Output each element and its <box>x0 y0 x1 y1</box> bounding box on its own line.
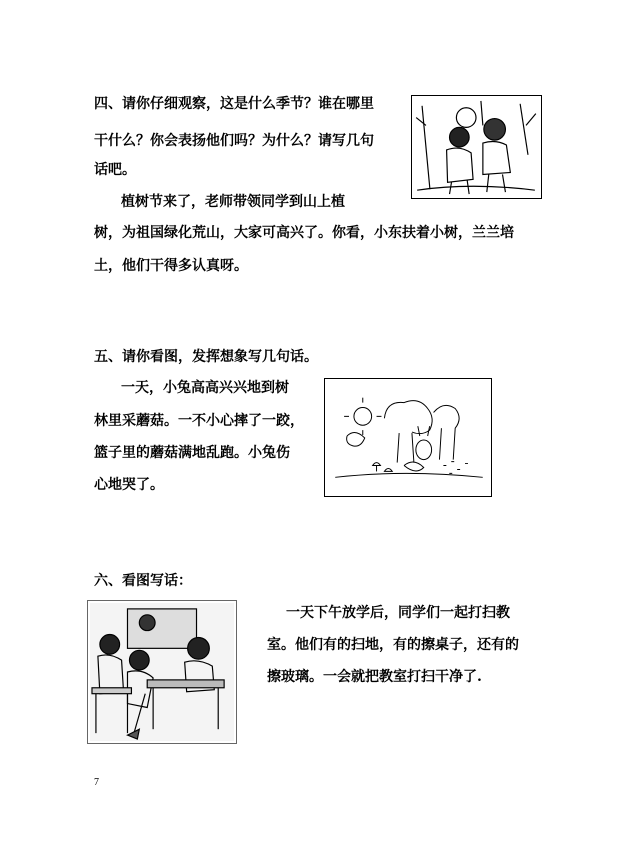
section6-answer-line-3: 擦玻璃。一会就把教室打扫干净了. <box>267 669 482 685</box>
section5-answer-line-4: 心地哭了。 <box>94 477 164 493</box>
section5-answer-line-2: 林里采蘑菇。一不小心摔了一跤， <box>94 413 304 429</box>
classroom-cleaning-illustration <box>87 600 237 744</box>
section4-answer-line-1: 植树节来了，老师带领同学到山上植 <box>121 194 345 210</box>
page-number: 7 <box>94 777 99 788</box>
section6-answer-line-2: 室。他们有的扫地，有的擦桌子，还有的 <box>267 637 519 653</box>
section4-question-line-1: 四、请你仔细观察，这是什么季节？谁在哪里 <box>94 96 374 112</box>
section4-question-line-3: 话吧。 <box>94 162 136 178</box>
section6-title: 六、看图写话： <box>94 573 192 589</box>
rabbit-mushroom-illustration <box>324 378 492 497</box>
section5-answer-line-1: 一天，小兔高高兴兴地到树 <box>121 380 289 396</box>
section4-answer-line-3: 土，他们干得多认真呀。 <box>94 258 248 274</box>
section4-question-line-2: 干什么？你会表扬他们吗？为什么？请写几句 <box>94 133 374 149</box>
section5-question: 五、请你看图，发挥想象写几句话。 <box>94 349 318 365</box>
section4-answer-line-2: 树，为祖国绿化荒山，大家可高兴了。你看，小东扶着小树，兰兰培 <box>94 225 514 241</box>
section6-answer-line-1: 一天下午放学后，同学们一起打扫教 <box>286 605 510 621</box>
section5-answer-line-3: 篮子里的蘑菇满地乱跑。小兔伤 <box>94 445 290 461</box>
tree-planting-illustration <box>411 95 542 199</box>
